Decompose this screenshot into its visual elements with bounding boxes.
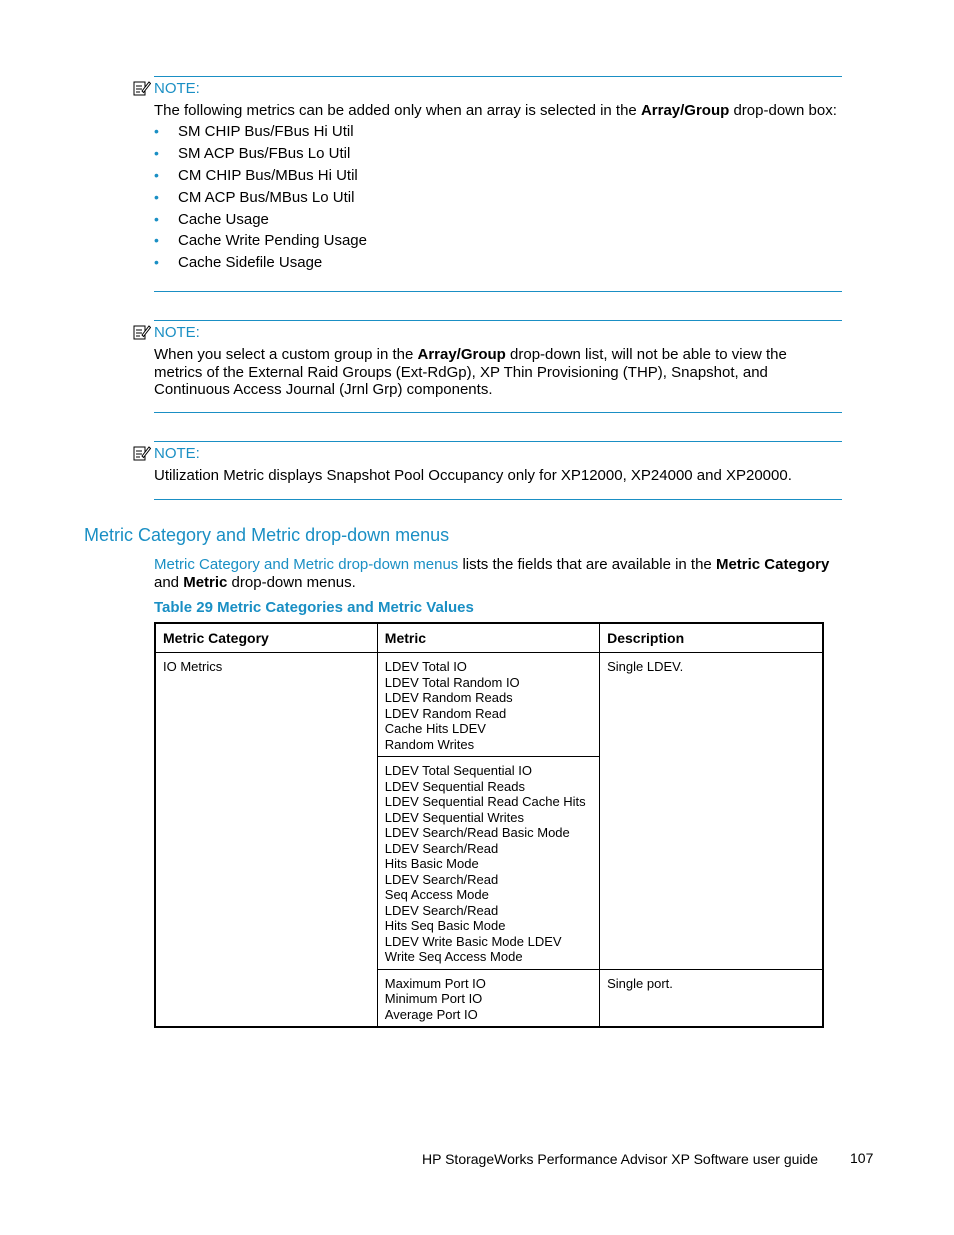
- bullet-icon: •: [154, 254, 159, 271]
- list-item: [154, 187, 367, 209]
- list-item-label: Cache Write Pending Usage: [178, 232, 367, 250]
- note1-intro-text: The following metrics can be added only when an array is selected in the: [154, 102, 641, 119]
- table-caption: Table 29 Metric Categories and Metric Values: [154, 599, 474, 616]
- note3-text: Utilization Metric displays Snapshot Pool Occupancy only for XP12000, XP24000 and XP20000.: [154, 467, 792, 484]
- section-para-bold: Metric Category: [715, 556, 830, 573]
- column-header-category: Metric Category: [155, 623, 377, 653]
- list-item: [154, 230, 367, 252]
- bullet-icon: •: [154, 144, 159, 161]
- bullet-icon: •: [154, 188, 159, 205]
- list-item-label: Cache Usage: [178, 210, 269, 228]
- list-item: [154, 143, 367, 165]
- table-header-row: [155, 623, 823, 653]
- note2-label: NOTE:: [154, 323, 200, 341]
- footer-guide-title: HP StorageWorks Performance Advisor XP Software user guide: [422, 1151, 819, 1167]
- note2-text-end: drop-down list, will not be able to view the metrics of the External Raid Groups (Ext-RdGp), XP Thin Provisioning (THP), Snapshot, and Continuous Access Journal (Jrnl Grp) components.: [154, 346, 787, 398]
- list-item: [154, 121, 367, 143]
- note2-text: [154, 346, 834, 399]
- note1-header: [133, 79, 200, 97]
- note1-intro: [154, 102, 844, 120]
- list-item-label: CM CHIP Bus/MBus Hi Util: [178, 166, 358, 184]
- note2-text-start: When you select a custom group in the: [154, 346, 418, 363]
- column-header-metric: Metric: [377, 623, 599, 653]
- section-para-text: drop-down menus.: [227, 573, 356, 591]
- note3-top-rule: [154, 441, 842, 442]
- table-row: [155, 653, 823, 757]
- section-para-text: lists the fields that are available in the: [458, 556, 716, 573]
- metric-cell: Maximum Port IO Minimum Port IO Average Port IO: [377, 969, 599, 1027]
- note1-intro-bold: Array/Group: [640, 102, 730, 119]
- note-icon: [133, 80, 151, 96]
- note1-label: NOTE:: [154, 79, 200, 97]
- bullet-icon: •: [154, 210, 159, 227]
- note1-bottom-rule: [154, 291, 842, 292]
- list-item-label: CM ACP Bus/MBus Lo Util: [178, 188, 355, 206]
- metric-cell: LDEV Total Sequential IO LDEV Sequential Reads LDEV Sequential Read Cache Hits LDEV Sequential Writes LDEV Search/Read Basic Mode LDEV Search/Read Hits Basic Mode LDEV Search/Read Seq Access Mode LDEV Search/Read Hits Seq Basic Mode LDEV Write Basic Mode LDEV Write Seq Access Mode: [377, 757, 599, 970]
- description-cell: Single LDEV.: [600, 653, 823, 970]
- note2-text-bold: Array/Group: [417, 346, 506, 363]
- column-header-description: Description: [600, 623, 823, 653]
- note1-top-rule: [154, 76, 842, 77]
- list-item: [154, 165, 367, 187]
- note1-intro-end: drop-down box:: [729, 102, 837, 119]
- table-link[interactable]: Metric Category and Metric drop-down menus: [154, 556, 459, 573]
- note2-header: [133, 323, 200, 341]
- section-para-text: and: [154, 573, 184, 591]
- list-item: [154, 252, 367, 274]
- section-heading: Metric Category and Metric drop-down menus: [84, 525, 450, 545]
- note1-metric-list: [154, 121, 367, 274]
- list-item: [154, 209, 367, 231]
- bullet-icon: •: [154, 166, 159, 183]
- list-item-label: SM CHIP Bus/FBus Hi Util: [178, 123, 354, 140]
- category-cell: IO Metrics: [155, 653, 377, 1028]
- note2-top-rule: [154, 320, 842, 321]
- note2-bottom-rule: [154, 412, 842, 413]
- section-para-bold: Metric: [183, 573, 228, 591]
- note3-header: [133, 444, 200, 462]
- bullet-icon: •: [154, 123, 159, 139]
- section-paragraph: [154, 556, 844, 591]
- note3-label: NOTE:: [154, 444, 200, 462]
- note3-bottom-rule: [154, 499, 842, 500]
- bullet-icon: •: [154, 232, 159, 249]
- metrics-table: [154, 622, 824, 1028]
- note-icon: [133, 445, 151, 461]
- footer-page-number: 107: [850, 1150, 874, 1166]
- list-item-label: SM ACP Bus/FBus Lo Util: [178, 144, 351, 162]
- list-item-label: Cache Sidefile Usage: [178, 254, 323, 272]
- description-cell: Single port.: [600, 969, 823, 1027]
- metric-cell: LDEV Total IO LDEV Total Random IO LDEV Random Reads LDEV Random Read Cache Hits LDEV Random Writes: [377, 653, 599, 757]
- note-icon: [133, 324, 151, 340]
